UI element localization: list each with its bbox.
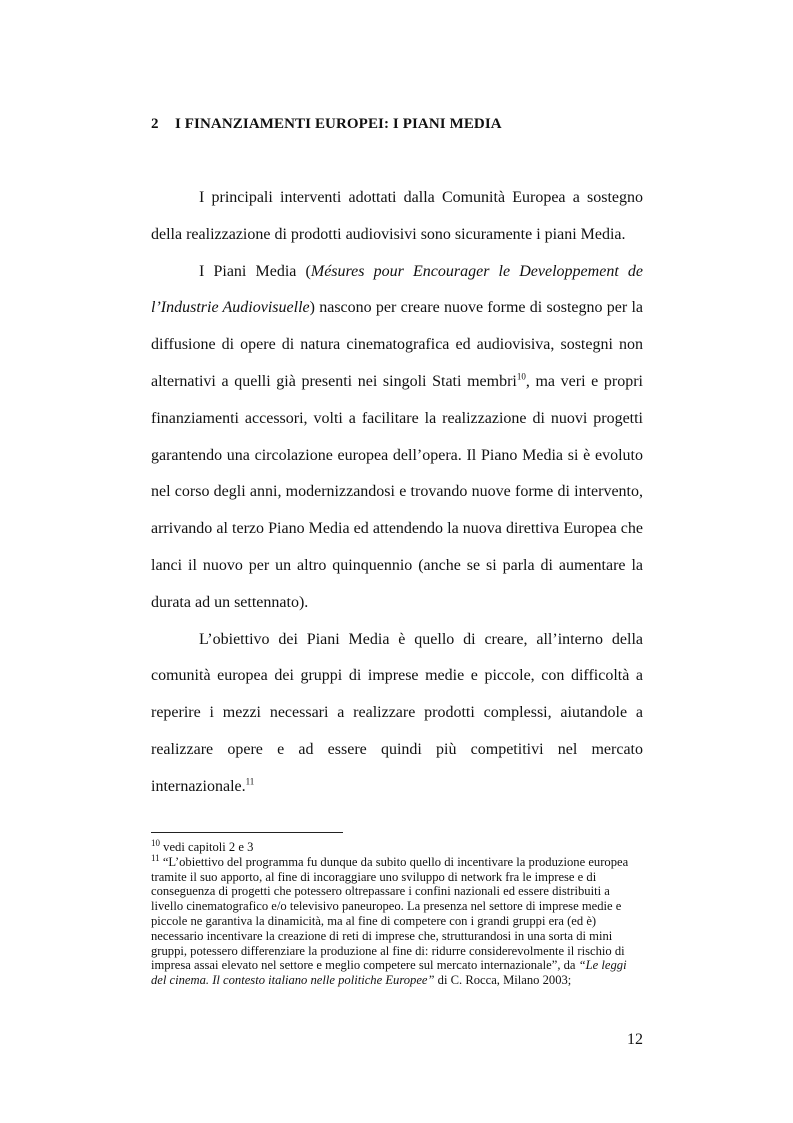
paragraph-2-middle: ) nascono per creare nuove forme di sostegno per la diffusione di opere di natura cinematografica ed audiovisiva, sostegni non alternativi a quelli già presenti nei singoli Stati membri <box>151 299 644 390</box>
footnote-11-citation-title: “Le leggi del cinema. Il contesto italiano nelle politiche Europee” <box>151 958 627 988</box>
footnote-11-citation-source: di C. Rocca, Milano 2003; <box>434 973 572 988</box>
paragraph-1-text: I principali interventi adottati dalla Comunità Europea a sostegno della realizzazione di prodotti audiovisivi sono sicuramente i piani Media. <box>151 189 643 243</box>
footnote-11 <box>151 852 643 988</box>
footnote-11-text: “L’obiettivo del programma fu dunque da subito quello di incentivare la produzione europea tramite il suo apporto, al fine di incoraggiare uno sviluppo di network fra le imprese e di conseguenza di progetti che potessero oltrepassare i confini nazionali ed essere distribuiti a livello cinematografico e/o televisivo paneuropeo. La presenza nel settore di imprese medie e piccole ne garantiva la dinamicità, ma al fine di competere con i grandi gruppi era (ed è) necessario incentivare la creazione di reti di imprese che, strutturandosi in una sorta di mini gruppi, potessero differenziare la produzione al fine di: ridurre considerevolmente il rischio di impresa assai elevato nel settore e meglio competere sul mercato internazionale”, da <box>151 854 629 973</box>
paragraph-2-rest: , ma veri e propri finanziamenti accessori, volti a facilitare la realizzazione di nuovi progetti garantendo una circolazione europea dell’opera. Il Piano Media si è evoluto nel corso degli anni, modernizzandosi e trovando nuove forme di intervento, arrivando al terzo Piano Media ed attendendo la nuova direttiva Europea che lanci il nuovo per un altro quinquennio (anche se si parla di aumentare la durata ad un settennato). <box>151 372 644 611</box>
footnote-ref-10[interactable]: 10 <box>516 371 526 382</box>
section-heading <box>151 116 502 133</box>
footnote-ref-11[interactable]: 11 <box>245 776 255 787</box>
paragraph-2 <box>151 254 643 622</box>
body-text <box>151 180 643 806</box>
section-number: 2 <box>151 116 159 132</box>
footnote-separator <box>151 832 343 833</box>
footnotes <box>151 837 643 988</box>
paragraph-1 <box>151 180 643 254</box>
section-title: I FINANZIAMENTI EUROPEI: I PIANI MEDIA <box>175 116 502 132</box>
paragraph-3-text: L’obiettivo dei Piani Media è quello di creare, all’interno della comunità europea dei gruppi di imprese medie e piccole, con difficoltà a reperire i mezzi necessari a realizzare prodotti complessi, aiutandole a realizzare opere e ad essere quindi più competitivi nel mercato internazionale. <box>151 630 643 795</box>
footnote-10 <box>151 837 643 855</box>
paragraph-2-italic-title: Mésures pour Encourager le Developpement de l’Industrie Audiovisuelle <box>151 262 644 317</box>
page-number: 12 <box>627 1031 643 1048</box>
footnote-10-text: vedi capitoli 2 e 3 <box>160 840 254 854</box>
footnote-10-number: 10 <box>151 837 160 848</box>
paragraph-3 <box>151 622 643 806</box>
footnote-11-number: 11 <box>151 852 160 863</box>
paragraph-2-intro: I Piani Media ( <box>199 262 311 280</box>
